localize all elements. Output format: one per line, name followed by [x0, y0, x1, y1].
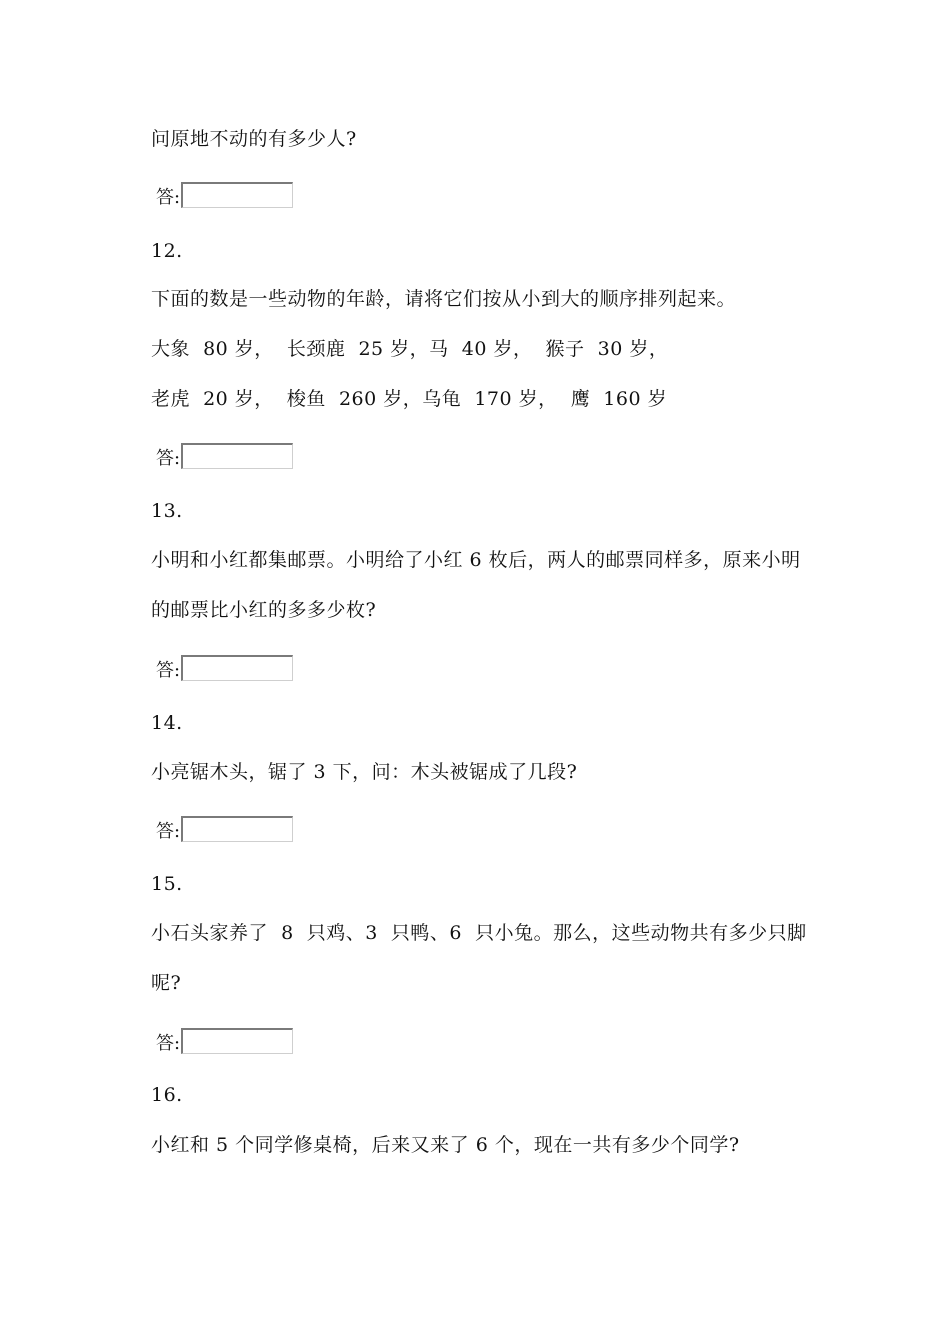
- answer-row-14: [156, 812, 293, 842]
- answer-label: 答:: [156, 187, 181, 208]
- question-12-text-line-3: 老虎 20 岁， 梭鱼 260 岁，乌龟 170 岁， 鹰 160 岁: [151, 388, 668, 410]
- answer-label: 答:: [156, 821, 181, 842]
- question-11-text: 问原地不动的有多少人?: [151, 128, 357, 150]
- question-16-text: 小红和 5 个同学修桌椅，后来又来了 6 个，现在一共有多少个同学?: [151, 1134, 740, 1156]
- question-15-text-line-2: 呢?: [151, 972, 182, 994]
- question-12-number: 12.: [151, 240, 183, 262]
- question-15-number: 15.: [151, 873, 183, 895]
- question-16-number: 16.: [151, 1084, 183, 1106]
- answer-row-11: [156, 178, 293, 208]
- answer-input-14[interactable]: [181, 816, 293, 842]
- answer-input-13[interactable]: [181, 655, 293, 681]
- question-14-text: 小亮锯木头，锯了 3 下，问：木头被锯成了几段?: [151, 761, 578, 783]
- question-12-text-line-1: 下面的数是一些动物的年龄，请将它们按从小到大的顺序排列起来。: [151, 288, 737, 310]
- answer-input-15[interactable]: [181, 1028, 293, 1054]
- answer-label: 答:: [156, 660, 181, 681]
- answer-label: 答:: [156, 1033, 181, 1054]
- question-13-number: 13.: [151, 500, 183, 522]
- answer-row-13: [156, 651, 293, 681]
- question-13-text-line-2: 的邮票比小红的多多少枚?: [151, 599, 377, 621]
- question-15-text-line-1: 小石头家养了 8 只鸡、3 只鸭、6 只小兔。那么，这些动物共有多少只脚: [151, 922, 807, 944]
- answer-label: 答:: [156, 448, 181, 469]
- question-12-text-line-2: 大象 80 岁， 长颈鹿 25 岁，马 40 岁， 猴子 30 岁，: [151, 338, 669, 360]
- question-14-number: 14.: [151, 712, 183, 734]
- answer-row-12: [156, 439, 293, 469]
- answer-input-11[interactable]: [181, 182, 293, 208]
- question-13-text-line-1: 小明和小红都集邮票。小明给了小红 6 枚后，两人的邮票同样多，原来小明: [151, 549, 801, 571]
- answer-row-15: [156, 1024, 293, 1054]
- answer-input-12[interactable]: [181, 443, 293, 469]
